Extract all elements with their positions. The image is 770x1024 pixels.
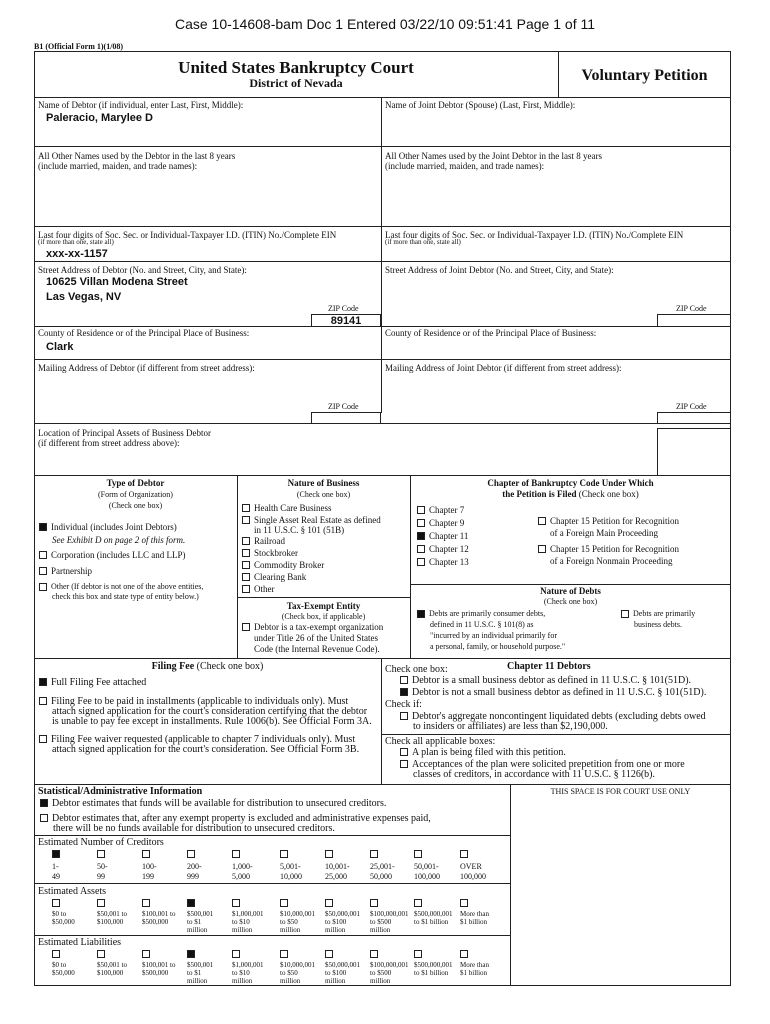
creditors-range-label: 10,001- [325,862,350,871]
business-debts-option[interactable] [621,609,695,618]
debtor-ssn[interactable]: xxx-xx-1157 [46,248,108,260]
liabilities-range-label: to $1 [187,969,202,977]
debtor-street-2[interactable]: Las Vegas, NV [46,291,122,303]
chapter-11-option[interactable] [417,531,468,541]
chapter-11-checkbox[interactable] [417,532,425,540]
business-debts-checkbox[interactable] [621,610,629,618]
creditors-label: Estimated Number of Creditors [38,837,164,848]
railroad-checkbox[interactable] [242,537,250,545]
liabilities-label: Estimated Liabilities [38,937,122,948]
chapter-15-nonmain-checkbox[interactable] [538,545,546,553]
liabilities-range-label: $100,000 [97,969,124,977]
assets-range-label: $1,000,001 [232,910,264,918]
joint-ssn-sub: (if more than one, state all) [385,238,461,246]
stats-title: Statistical/Administrative Information [38,786,203,797]
chapter-title-2: the Petition is Filed [502,489,577,499]
liabilities-checkbox-4[interactable] [187,950,195,958]
liabilities-range-label: to $100 [325,969,347,977]
business-debts-label: Debts are primarily [633,609,696,618]
tax-exempt-line-3: Code (the Internal Revenue Code). [254,644,380,654]
railroad-option[interactable] [242,536,285,546]
installments-label: Filing Fee to be paid in installments (applicable to individuals only). Must [51,696,349,707]
individual-option[interactable] [39,522,177,532]
other-entity-label: Other (If debtor is not one of the above entities, [51,582,204,591]
tax-exempt-line-2: under Title 26 of the United States [254,633,378,643]
chapter-9-checkbox[interactable] [417,519,425,527]
chapter-7-option[interactable] [417,505,464,515]
case-header: Case 10-14608-bam Doc 1 Entered 03/22/10 09:51:41 Page 1 of 11 [174,16,596,32]
assets-checkbox-6[interactable] [280,899,288,907]
other-entity-option[interactable] [39,582,203,591]
liabilities-checkbox-3[interactable] [142,950,150,958]
assets-range-label: $50,001 to [97,910,127,918]
assets-range-label: $100,000 [97,918,124,926]
assets-label: Estimated Assets [38,886,107,897]
creditors-checkbox-2[interactable] [97,850,105,858]
not-small-business-checkbox[interactable] [400,688,408,696]
assets-checkbox-1[interactable] [52,899,60,907]
assets-range-label: $1 billion [460,918,488,926]
consumer-debts-label: Debts are primarily consumer debts, [429,609,546,618]
creditors-range-label: 999 [187,872,199,881]
chapter-7-label: Chapter 7 [429,505,465,515]
location-label-1: Location of Principal Assets of Business Debtor [38,428,211,438]
assets-checkbox-5[interactable] [232,899,240,907]
debtor-other-names-label-1: All Other Names used by the Debtor in the last 8 years [38,151,236,161]
ch11-check-if: Check if: [385,699,422,710]
partnership-checkbox[interactable] [39,567,47,575]
nature-business-sub: (Check one box) [296,490,351,499]
ch11-title: Chapter 11 Debtors [507,661,591,672]
health-checkbox[interactable] [242,504,250,512]
full-fee-checkbox[interactable] [39,678,47,686]
joint-county-label: County of Residence or of the Principal Place of Business: [385,328,597,338]
chapter-12-label: Chapter 12 [429,544,469,554]
creditors-checkbox-3[interactable] [142,850,150,858]
other-entity-label-2: check this box and state type of entity below.) [52,592,199,601]
liabilities-checkbox-7[interactable] [325,950,333,958]
tax-exempt-option[interactable] [242,622,383,632]
location-zip[interactable] [657,428,731,476]
assets-range-label: to $1 billion [414,918,449,926]
tax-exempt-title: Tax-Exempt Entity [286,601,361,611]
single-asset-option[interactable] [242,515,381,525]
nature-business-title: Nature of Business [287,478,360,488]
waiver-label-2: attach signed application for the court's consideration. See Official Form 3B. [52,744,360,755]
waiver-checkbox[interactable] [39,735,47,743]
corporation-label: Corporation (includes LLC and LLP) [51,550,186,560]
location-label-2: (if different from street address above): [38,438,180,448]
creditors-range-label: 199 [142,872,154,881]
assets-range-label: More than [460,910,489,918]
chapter-11-label: Chapter 11 [429,531,469,541]
creditors-range-label: 10,000 [280,872,302,881]
single-asset-label: Single Asset Real Estate as defined [254,515,381,525]
assets-range-label: to $1 [187,918,202,926]
small-business-label: Debtor is a small business debtor as defined in 11 U.S.C. § 101(51D). [412,675,692,686]
acceptances-label: Acceptances of the plan were solicited prepetition from one or more [412,759,685,770]
debtor-zip[interactable]: 89141 [311,314,381,327]
debtor-street-1[interactable]: 10625 Villan Modena Street [46,276,188,288]
business-debts-label-2: business debts. [634,620,682,629]
liabilities-range-label: $100,000,001 [370,961,409,969]
exhibit-note: See Exhibit D on page 2 of this form. [52,535,186,545]
chapter-15-nonmain-label: Chapter 15 Petition for Recognition [550,544,679,554]
creditors-checkbox-7[interactable] [325,850,333,858]
creditors-range-label: 25,000 [325,872,347,881]
type-of-debtor-title: Type of Debtor [106,478,165,488]
joint-mailing-zip-label: ZIP Code [676,402,707,411]
liabilities-range-label: million [187,977,208,985]
liabilities-range-label: to $10 [232,969,250,977]
aggregate-debts-label: Debtor's aggregate noncontingent liquidated debts (excluding debts owed [412,711,706,722]
corporation-checkbox[interactable] [39,551,47,559]
assets-range-label: to $100 [325,918,347,926]
creditors-range-label: 100,000 [414,872,440,881]
chapter-12-checkbox[interactable] [417,545,425,553]
creditors-range-label: 5,001- [280,862,301,871]
assets-range-label: $100,000,001 [370,910,409,918]
debtor-ssn-sub: (if more than one, state all) [38,238,114,246]
assets-range-label: $50,000 [52,918,75,926]
waiver-label: Filing Fee waiver requested (applicable to chapter 7 individuals only). Must [51,734,356,745]
debtor-name[interactable]: Paleracio, Marylee D [46,112,154,124]
assets-range-label: million [280,926,301,934]
not-small-business-option[interactable] [400,687,706,699]
assets-checkbox-3[interactable] [142,899,150,907]
creditors-range-label: 49 [52,872,60,881]
joint-zip-label: ZIP Code [676,304,707,313]
liabilities-range-label: More than [460,961,489,969]
creditors-range-label: 1- [52,862,59,871]
health-label: Health Care Business [254,503,332,513]
liabilities-range-label: million [370,977,391,985]
assets-range-label: $500,000,001 [414,910,453,918]
nature-debts-title: Nature of Debts [540,586,601,596]
other-business-option[interactable] [242,584,275,594]
debtor-mailing-zip-label: ZIP Code [328,402,359,411]
creditors-checkbox-6[interactable] [280,850,288,858]
liabilities-range-label: $50,000 [52,969,75,977]
commodity-label: Commodity Broker [254,560,325,570]
liabilities-range-label: $10,000,001 [280,961,315,969]
stockbroker-label: Stockbroker [254,548,298,558]
liabilities-checkbox-9[interactable] [414,950,422,958]
liabilities-range-label: to $500 [370,969,392,977]
debtor-street-label: Street Address of Debtor (No. and Street, City, and State): [38,265,247,275]
chapter-15-main-label: Chapter 15 Petition for Recognition [550,516,679,526]
liabilities-range-label: $1,000,001 [232,961,264,969]
assets-range-label: $0 to [52,910,67,918]
clearing-label: Clearing Bank [254,572,307,582]
chapter-15-main-option[interactable] [538,516,679,526]
clearing-option[interactable] [242,572,306,582]
joint-name-label: Name of Joint Debtor (Spouse) (Last, First, Middle): [385,100,576,110]
form-id: B1 (Official Form 1)(1/08) [34,42,124,51]
liabilities-range-label: $500,000 [142,969,169,977]
debtor-county-label: County of Residence or of the Principal Place of Business: [38,328,250,338]
district: District of Nevada [249,76,343,90]
creditors-range-label: 5,000 [232,872,250,881]
creditors-checkbox-5[interactable] [232,850,240,858]
joint-other-names-label-1: All Other Names used by the Joint Debtor in the last 8 years [385,151,602,161]
small-business-option[interactable] [400,675,691,687]
chapter-7-checkbox[interactable] [417,506,425,514]
liabilities-range-label: million [280,977,301,985]
tax-exempt-sub: (Check box, if applicable) [281,612,366,621]
chapter-12-option[interactable] [417,544,469,554]
installments-label-3: is unable to pay fee except in installments. Rule 1006(b). See Official Form 3A. [52,716,372,727]
assets-range-label: million [325,926,346,934]
joint-street-label: Street Address of Joint Debtor (No. and Street, City, and State): [385,265,614,275]
assets-range-label: to $10 [232,918,250,926]
liabilities-checkbox-1[interactable] [52,950,60,958]
creditors-range-label: 50,001- [414,862,439,871]
clearing-checkbox[interactable] [242,573,250,581]
debtor-county[interactable]: Clark [46,341,74,353]
consumer-debts-checkbox[interactable] [417,610,425,618]
liabilities-range-label: million [232,977,253,985]
creditors-range-label: 50- [97,862,108,871]
liabilities-range-label: $1 billion [460,969,488,977]
chapter-13-checkbox[interactable] [417,558,425,566]
liabilities-range-label: $50,001 to [97,961,127,969]
chapter-15-main-label-2: of a Foreign Main Proceeding [550,528,658,538]
creditors-range-label: 50,000 [370,872,392,881]
liabilities-range-label: $50,000,001 [325,961,360,969]
funds-available-label: Debtor estimates that funds will be available for distribution to unsecured creditors. [52,798,387,809]
assets-range-label: $100,001 to [142,910,176,918]
acceptances-checkbox[interactable] [400,760,408,768]
assets-range-label: to $500 [370,918,392,926]
debtor-other-names-label-2: (include married, maiden, and trade names): [38,161,198,171]
individual-checkbox[interactable] [39,523,47,531]
creditors-checkbox-8[interactable] [370,850,378,858]
assets-range-label: $50,000,001 [325,910,360,918]
single-asset-checkbox[interactable] [242,516,250,524]
assets-checkbox-10[interactable] [460,899,468,907]
assets-checkbox-4[interactable] [187,899,195,907]
liabilities-range-label: million [325,977,346,985]
liabilities-checkbox-6[interactable] [280,950,288,958]
joint-ssn-label: Last four digits of Soc. Sec. or Individual-Taxpayer I.D. (ITIN) No./Complete EIN [385,230,684,240]
chapter-15-nonmain-option[interactable] [538,544,679,554]
individual-label: Individual (includes Joint Debtors) [51,522,177,532]
other-business-checkbox[interactable] [242,585,250,593]
partnership-label: Partnership [51,566,92,576]
assets-range-label: $500,001 [187,910,214,918]
joint-mailing-label: Mailing Address of Joint Debtor (if different from street address): [385,363,622,373]
joint-other-names-label-2: (include married, maiden, and trade names): [385,161,545,171]
filing-fee-title: Filing Fee [151,661,195,672]
stockbroker-checkbox[interactable] [242,549,250,557]
health-option[interactable] [242,503,331,513]
liabilities-range-label: $0 to [52,961,67,969]
creditors-range-label: 100- [142,862,157,871]
creditors-range-label: 200- [187,862,202,871]
creditors-range-label: 100,000 [460,872,486,881]
tax-exempt-checkbox[interactable] [242,623,250,631]
funds-available-option[interactable] [40,798,386,810]
creditors-range-label: 1,000- [232,862,253,871]
liabilities-checkbox-8[interactable] [370,950,378,958]
railroad-label: Railroad [254,536,285,546]
debtor-ssn-label: Last four digits of Soc. Sec. or Individual-Taxpayer I.D. (ITIN) No./Complete EIN [38,230,337,240]
no-funds-label-2: there will be no funds available for distribution to unsecured creditors. [53,823,335,834]
assets-checkbox-7[interactable] [325,899,333,907]
liabilities-checkbox-5[interactable] [232,950,240,958]
chapter-title-1: Chapter of Bankruptcy Code Under Which [487,478,654,488]
chapter-9-label: Chapter 9 [429,518,465,528]
assets-range-label: million [187,926,208,934]
debtor-name-label: Name of Debtor (if individual, enter Last, First, Middle): [38,100,244,110]
aggregate-debts-checkbox[interactable] [400,712,408,720]
liabilities-checkbox-10[interactable] [460,950,468,958]
court-use-only: THIS SPACE IS FOR COURT USE ONLY [550,787,691,796]
no-funds-checkbox[interactable] [40,814,48,822]
court-title: United States Bankruptcy Court [178,58,414,77]
consumer-debts-label-3: "incurred by an individual primarily for [430,631,558,640]
commodity-option[interactable] [242,560,324,570]
partnership-option[interactable] [39,566,92,576]
full-fee-label: Full Filing Fee attached [51,677,147,688]
ch11-check-one: Check one box: [385,664,448,675]
chapter-9-option[interactable] [417,518,464,528]
nature-debts-sub: (Check one box) [543,597,598,606]
chapter-13-option[interactable] [417,557,469,567]
ch11-check-all: Check all applicable boxes: [385,736,496,747]
assets-checkbox-2[interactable] [97,899,105,907]
chapter-15-nonmain-label-2: of a Foreign Nonmain Proceeding [550,556,673,566]
filing-fee-title-b: (Check one box) [196,661,264,672]
consumer-debts-label-2: defined in 11 U.S.C. § 101(8) as [430,620,534,629]
commodity-checkbox[interactable] [242,561,250,569]
creditors-checkbox-10[interactable] [460,850,468,858]
creditors-range-label: 25,001- [370,862,395,871]
assets-range-label: million [370,926,391,934]
liabilities-checkbox-2[interactable] [97,950,105,958]
liabilities-range-label: $500,001 [187,961,214,969]
chapter-title-2b: (Check one box) [578,489,639,499]
installments-checkbox[interactable] [39,697,47,705]
installments-label-2: attach signed application for the court's consideration certifying that the debtor [52,706,368,717]
assets-range-label: $500,000 [142,918,169,926]
liabilities-range-label: to $50 [280,969,298,977]
not-small-business-label: Debtor is not a small business debtor as defined in 11 U.S.C. § 101(51D). [412,687,707,698]
plan-filed-option[interactable] [400,747,566,759]
type-of-debtor-sub2: (Check one box) [108,501,163,510]
single-asset-label-2: in 11 U.S.C. § 101 (51B) [254,525,345,535]
liabilities-range-label: $100,001 to [142,961,176,969]
assets-range-label: million [232,926,253,934]
tax-exempt-line-1: Debtor is a tax-exempt organization [254,622,384,632]
other-business-label: Other [254,584,275,594]
consumer-debts-label-4: a personal, family, or household purpose." [430,642,566,651]
chapter-15-main-checkbox[interactable] [538,517,546,525]
small-business-checkbox[interactable] [400,676,408,684]
aggregate-debts-label-2: to insiders or affiliates) are less than $2,190,000. [413,721,608,732]
type-of-debtor-sub1: (Form of Organization) [98,490,173,499]
stockbroker-option[interactable] [242,548,298,558]
creditors-checkbox-4[interactable] [187,850,195,858]
debtor-mailing-label: Mailing Address of Debtor (if different from street address): [38,363,255,373]
debtor-zip-label: ZIP Code [328,304,359,313]
full-fee-option[interactable] [39,677,146,689]
liabilities-range-label: to $1 billion [414,969,449,977]
chapter-13-label: Chapter 13 [429,557,469,567]
assets-range-label: to $50 [280,918,298,926]
liabilities-range-label: $500,000,001 [414,961,453,969]
other-entity-checkbox[interactable] [39,583,47,591]
plan-filed-label: A plan is being filed with this petition. [412,747,566,758]
corporation-option[interactable] [39,550,185,560]
acceptances-label-2: classes of creditors, in accordance with 11 U.S.C. § 1126(b). [413,769,655,780]
assets-range-label: $10,000,001 [280,910,315,918]
funds-available-checkbox[interactable] [40,799,48,807]
plan-filed-checkbox[interactable] [400,748,408,756]
consumer-debts-option[interactable] [417,609,545,618]
creditors-range-label: OVER [460,862,482,871]
no-funds-label: Debtor estimates that, after any exempt property is excluded and administrative expenses paid, [52,813,431,824]
creditors-checkbox-9[interactable] [414,850,422,858]
creditors-range-label: 99 [97,872,105,881]
assets-checkbox-8[interactable] [370,899,378,907]
assets-checkbox-9[interactable] [414,899,422,907]
petition-type: Voluntary Petition [581,67,708,84]
creditors-checkbox-1[interactable] [52,850,60,858]
